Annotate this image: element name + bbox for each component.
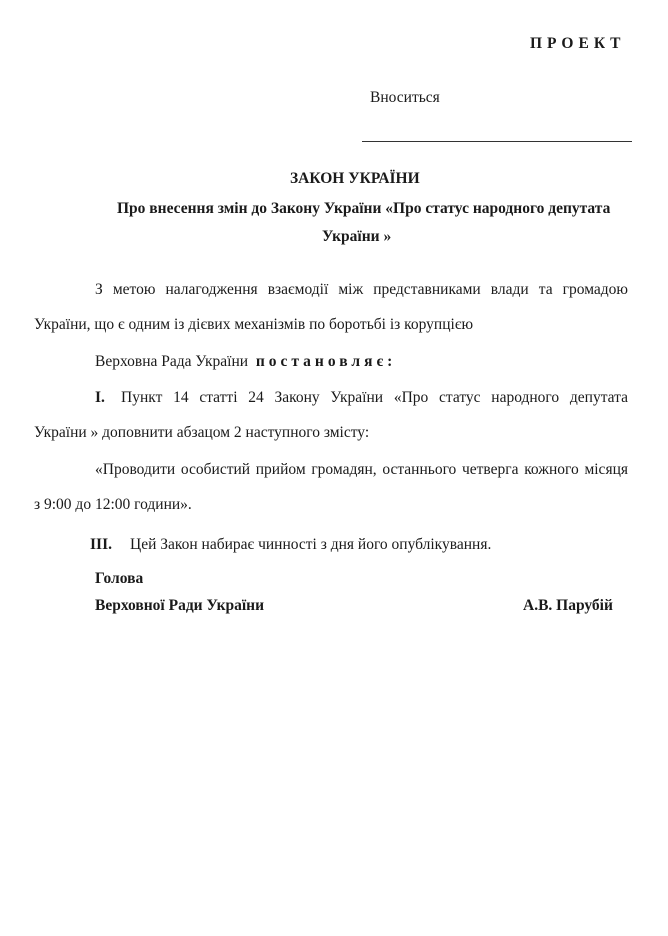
section1-number: I.: [95, 389, 105, 406]
section3-text: Цей Закон набирає чинності з дня його опублікування.: [130, 536, 492, 553]
signature-title-line2: Верховної Ради України: [95, 597, 265, 614]
quote-line1: «Проводити особистий прийом громадян, останнього четверга кожного місяця: [95, 461, 628, 478]
resolves-line: [95, 352, 396, 372]
section1-line2: України » доповнити абзацом 2 наступного змісту:: [34, 424, 370, 441]
signature-title-line1: Голова: [95, 570, 144, 587]
resolves-word: постановляє:: [255, 353, 397, 370]
signature-blank-line: [362, 141, 632, 142]
law-subtitle-line2: України »: [322, 228, 392, 245]
preamble-line1: З метою налагодження взаємодії між представниками влади та громадою: [95, 281, 628, 298]
law-heading: ЗАКОН УКРАЇНИ: [290, 170, 420, 187]
resolves-prefix: Верховна Рада України: [95, 353, 249, 370]
section1-line1: Пункт 14 статті 24 Закону України «Про статус народного депутата: [121, 389, 628, 406]
submitted-label: Вноситься: [370, 89, 440, 106]
law-subtitle-line1: Про внесення змін до Закону України «Про статус народного депутата: [117, 200, 611, 217]
preamble-line2: України, що є одним із дієвих механізмів по боротьбі із корупцією: [34, 316, 474, 333]
section3-number: III.: [90, 536, 112, 553]
signature-name: А.В. Парубій: [523, 597, 613, 614]
draft-label: ПРОЕКТ: [530, 35, 626, 52]
quote-line2: з 9:00 до 12:00 години».: [34, 496, 192, 513]
